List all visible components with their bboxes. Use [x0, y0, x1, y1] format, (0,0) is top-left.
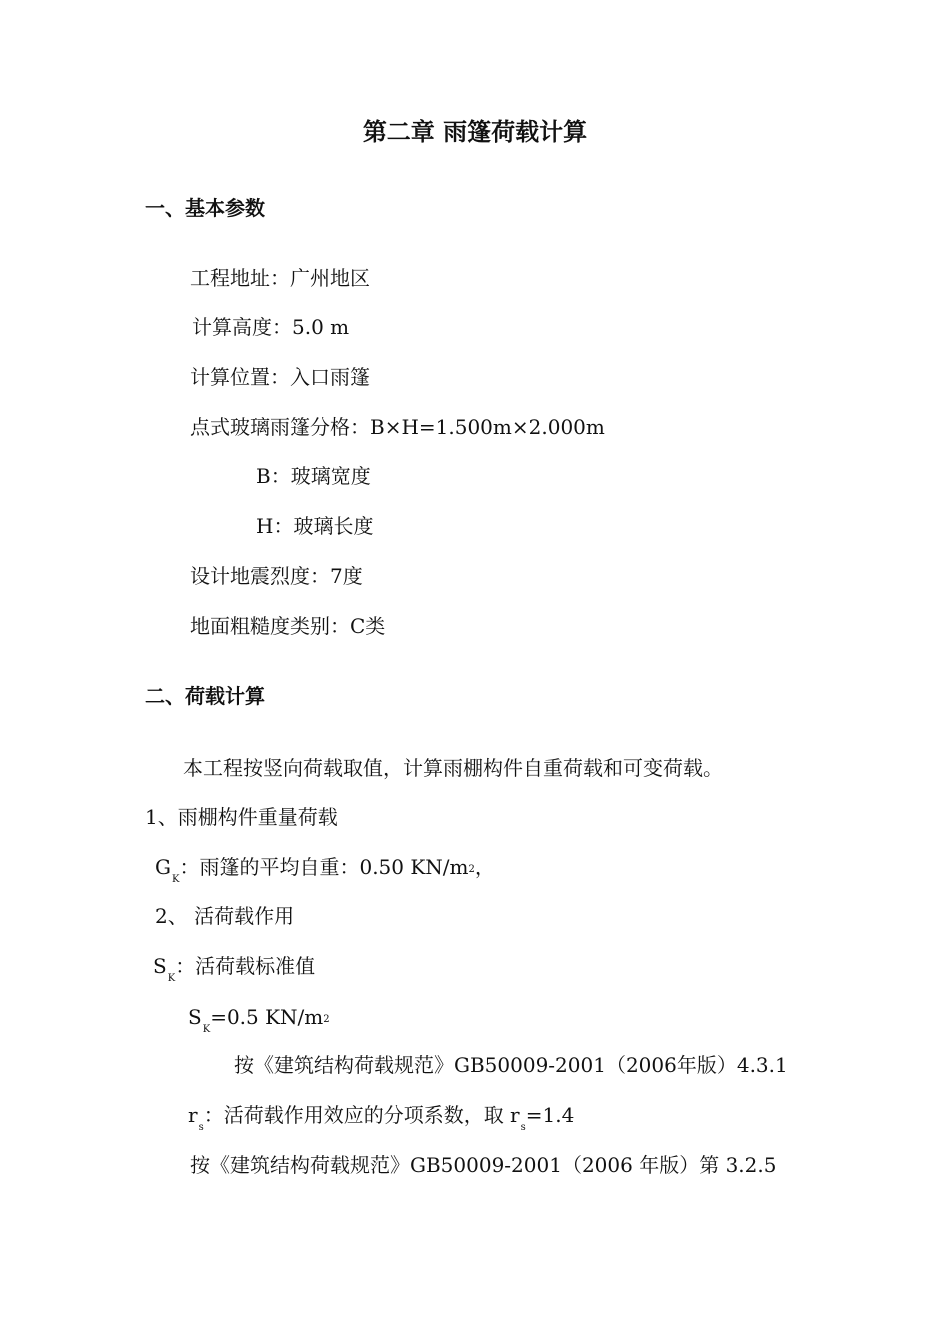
sk-symbol: S [153, 954, 167, 978]
param-grid: 点式玻璃雨篷分格：B×H=1.500m×2.000m [190, 415, 605, 439]
load-intro: 本工程按竖向荷载取值，计算雨棚构件自重荷载和可变荷载。 [183, 756, 723, 780]
rs-value: =1.4 [525, 1103, 575, 1127]
sk2-subscript: K [202, 1024, 211, 1035]
gk-line [155, 855, 495, 884]
page-title: 第二章 雨篷荷载计算 [362, 118, 588, 146]
param-h-definition: H：玻璃长度 [256, 514, 374, 538]
sk2-text: =0.5 KN/m [210, 1005, 324, 1029]
sk-line [153, 954, 315, 983]
gk-symbol: G [155, 855, 171, 879]
section-heading-load-calc: 二、荷载计算 [145, 684, 265, 708]
rs-symbol: r [188, 1103, 198, 1127]
reference-4-3-1: 按《建筑结构荷载规范》GB50009-2001（2006年版）4.3.1 [234, 1053, 788, 1077]
rs-subscript-2: s [520, 1122, 526, 1133]
sk2-unit-superscript: 2 [323, 1014, 330, 1025]
param-position: 计算位置：入口雨篷 [190, 365, 370, 389]
gk-unit-superscript: 2 [468, 864, 475, 875]
rs-line [188, 1103, 574, 1132]
param-seismic: 设计地震烈度：7度 [190, 564, 363, 588]
item-2-live-load: 2、 活荷载作用 [155, 904, 295, 928]
reference-3-2-5: 按《建筑结构荷载规范》GB50009-2001（2006 年版）第 3.2.5 [190, 1153, 777, 1177]
rs-text: ：活荷载作用效应的分项系数，取 r [203, 1103, 520, 1127]
section-heading-basic-params: 一、基本参数 [145, 196, 265, 220]
item-1-dead-load: 1、雨棚构件重量荷载 [145, 805, 338, 829]
param-b-definition: B：玻璃宽度 [256, 464, 371, 488]
gk-end: ， [474, 855, 495, 879]
param-height: 计算高度：5.0 m [192, 315, 350, 339]
sk2-symbol: S [188, 1005, 202, 1029]
gk-text: ：雨篷的平均自重：0.50 KN/m [179, 855, 469, 879]
param-roughness: 地面粗糙度类别：C类 [190, 614, 386, 638]
gk-subscript: K [171, 874, 180, 885]
sk-value-line [188, 1005, 330, 1034]
param-address: 工程地址：广州地区 [190, 266, 370, 290]
sk-subscript: K [167, 973, 176, 984]
rs-subscript: s [198, 1122, 204, 1133]
sk-text: ：活荷载标准值 [175, 954, 316, 978]
